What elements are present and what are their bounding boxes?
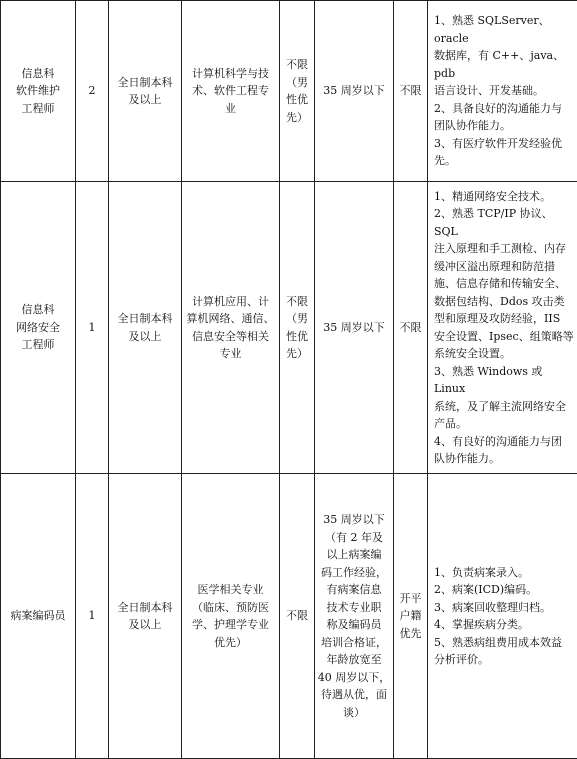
- gender-line: 不限: [282, 607, 312, 625]
- position-line: 信息科: [3, 65, 73, 83]
- major-line: 术、软件工程专: [184, 82, 277, 100]
- position-line: 信息科: [3, 301, 73, 319]
- requirements-line: 3、有医疗软件开发经验优: [434, 135, 574, 153]
- gender-line: 不限: [282, 293, 312, 311]
- household-line: 优先: [396, 625, 425, 643]
- household-cell: [394, 182, 428, 474]
- requirements-line: 型和原理及攻防经验，IIS: [434, 310, 574, 328]
- requirements-cell: [428, 182, 577, 474]
- major-cell: [182, 474, 280, 759]
- household-cell: [394, 474, 428, 759]
- requirements-line: 系统，及了解主流网络安全: [434, 398, 574, 416]
- requirements-line: 4、有良好的沟通能力与团: [434, 433, 574, 451]
- requirements-line: 语言设计、开发基础。: [434, 82, 574, 100]
- gender-line: 先）: [282, 109, 312, 127]
- major-cell: [182, 182, 280, 474]
- education-cell: [109, 182, 182, 474]
- age-line: 年龄放宽至: [317, 651, 391, 669]
- major-line: 信息安全等相关: [184, 328, 277, 346]
- gender-line: （男: [282, 310, 312, 328]
- requirements-line: 数据库，有 C++、java、pdb: [434, 47, 574, 82]
- education-cell: [109, 1, 182, 182]
- position-line: 软件维护: [3, 82, 73, 100]
- count-cell: 2: [76, 1, 109, 182]
- position-cell: [1, 182, 76, 474]
- requirements-line: 队协作能力。: [434, 450, 574, 468]
- position-cell: [1, 1, 76, 182]
- major-line: 学、护理学专业: [184, 616, 277, 634]
- household-line: 不限: [396, 82, 425, 100]
- requirements-line: 数据包结构、Ddos 攻击类: [434, 293, 574, 311]
- education-line: 全日制本科: [111, 599, 179, 617]
- age-line: 35 周岁以下: [317, 511, 391, 529]
- requirements-line: 缓冲区溢出原理和防范措: [434, 258, 574, 276]
- requirements-line: 4、掌握疾病分类。: [434, 616, 574, 634]
- major-line: 计算机科学与技: [184, 65, 277, 83]
- education-line: 及以上: [111, 91, 179, 109]
- gender-line: 性优: [282, 328, 312, 346]
- education-line: 全日制本科: [111, 310, 179, 328]
- requirements-line: 5、熟悉病组费用成本效益: [434, 634, 574, 652]
- major-line: 算机网络、通信、: [184, 310, 277, 328]
- major-line: 优先）: [184, 634, 277, 652]
- requirements-line: 分析评价。: [434, 651, 574, 669]
- requirements-cell: [428, 474, 577, 759]
- household-line: 户籍: [396, 607, 425, 625]
- gender-line: 性优: [282, 91, 312, 109]
- position-line: 网络安全: [3, 319, 73, 337]
- requirements-line: 1、熟悉 SQLServer、oracle: [434, 12, 574, 47]
- education-cell: [109, 474, 182, 759]
- age-line: 码工作经验，: [317, 564, 391, 582]
- age-line: 有病案信息: [317, 581, 391, 599]
- requirements-line: 1、负责病案录入。: [434, 564, 574, 582]
- major-line: 专业: [184, 345, 277, 363]
- age-line: 谈）: [317, 704, 391, 722]
- requirements-line: 2、病案(ICD)编码。: [434, 581, 574, 599]
- age-line: 培训合格证，: [317, 634, 391, 652]
- education-line: 全日制本科: [111, 74, 179, 92]
- position-line: 工程师: [3, 336, 73, 354]
- requirements-line: 2、具备良好的沟通能力与: [434, 100, 574, 118]
- gender-line: 不限: [282, 56, 312, 74]
- household-line: 不限: [396, 319, 425, 337]
- gender-line: （男: [282, 74, 312, 92]
- age-line: 技术专业职: [317, 599, 391, 617]
- age-line: 称及编码员: [317, 616, 391, 634]
- gender-line: 先）: [282, 345, 312, 363]
- requirements-line: 3、病案回收整理归档。: [434, 599, 574, 617]
- age-line: 35 周岁以下: [317, 319, 391, 337]
- major-line: （临床、预防医: [184, 599, 277, 617]
- major-line: 业: [184, 100, 277, 118]
- requirements-line: 1、精通网络安全技术。: [434, 188, 574, 206]
- age-line: 40 周岁以下，: [317, 669, 391, 687]
- requirements-line: 3、熟悉 Windows 或 Linux: [434, 363, 574, 398]
- major-line: 计算机应用、计: [184, 293, 277, 311]
- requirements-line: 2、熟悉 TCP/IP 协议、SQL: [434, 205, 574, 240]
- table-row: [1, 1, 577, 182]
- gender-cell: [280, 182, 315, 474]
- age-line: 待遇从优，面: [317, 686, 391, 704]
- age-cell: [315, 182, 394, 474]
- position-line: 工程师: [3, 100, 73, 118]
- age-line: 35 周岁以下: [317, 82, 391, 100]
- requirements-line: 安全设置、Ipsec、组策略等: [434, 328, 574, 346]
- count-cell: 1: [76, 474, 109, 759]
- age-cell: [315, 1, 394, 182]
- table-row: [1, 474, 577, 759]
- major-line: 医学相关专业: [184, 581, 277, 599]
- age-line: 以上病案编: [317, 546, 391, 564]
- requirements-line: 系统安全设置。: [434, 345, 574, 363]
- major-cell: [182, 1, 280, 182]
- requirements-line: 注入原理和手工测检、内存: [434, 240, 574, 258]
- table-body: [1, 1, 577, 759]
- count-cell: 1: [76, 182, 109, 474]
- requirements-line: 团队协作能力。: [434, 117, 574, 135]
- education-line: 及以上: [111, 616, 179, 634]
- requirements-cell: [428, 1, 577, 182]
- position-cell: [1, 474, 76, 759]
- table-row: [1, 182, 577, 474]
- requirements-line: 施、信息存储和传输安全、: [434, 275, 574, 293]
- household-cell: [394, 1, 428, 182]
- household-line: 开平: [396, 590, 425, 608]
- requirements-line: 先。: [434, 152, 574, 170]
- age-cell: [315, 474, 394, 759]
- gender-cell: [280, 474, 315, 759]
- education-line: 及以上: [111, 328, 179, 346]
- age-line: （有 2 年及: [317, 529, 391, 547]
- requirements-line: 产品。: [434, 415, 574, 433]
- gender-cell: [280, 1, 315, 182]
- position-line: 病案编码员: [3, 607, 73, 625]
